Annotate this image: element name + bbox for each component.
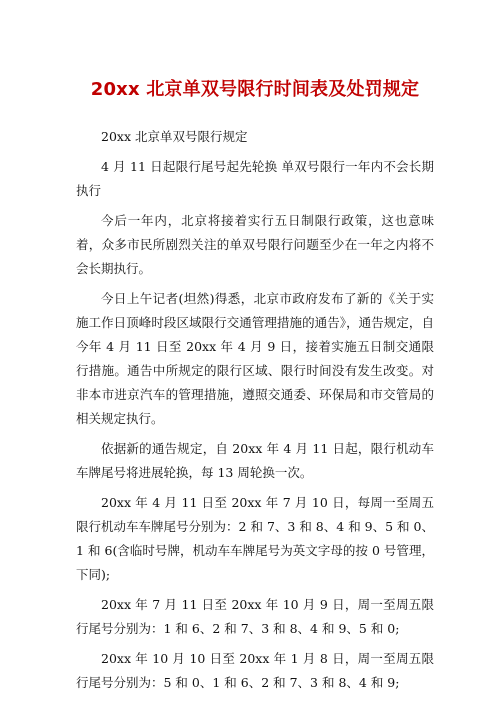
paragraph: 今后一年内，北京将接着实行五日制限行政策，这也意味着，众多市民所剧烈关注的单双号限行问题至少在一年之内将不会长期执行。: [76, 213, 434, 276]
paragraph: 依据新的通告规定，自 20xx 年 4 月 11 日起，限行机动车车牌尾号将进展轮换，每 13 周轮换一次。: [76, 441, 434, 480]
paragraph: 20xx 年 10 月 10 日至 20xx 年 1 月 8 日，周一至周五限行尾号分别为：5 和 0、1 和 6、2 和 7、3 和 8、4 和 9;: [76, 651, 434, 690]
paragraph: 20xx 年 7 月 11 日至 20xx 年 10 月 9 日，周一至周五限行尾号分别为：1 和 6、2 和 7、3 和 8、4 和 9、5 和 0;: [76, 597, 434, 636]
paragraph: 今日上午记者(坦然)得悉，北京市政府发布了新的《关于实施工作日顶峰时段区域限行交通管理措施的通告》，通告规定，自今年 4 月 11 日至 20xx 年 4 月 9 日，接着实施五日制交通限行措施。通告中所规定的限行区域、限行时间没有发生改变。对非本市进京汽车的管理措施，遵照交通委、环保局和市交管局的相关规定执行。: [76, 291, 434, 426]
document-title: 20xx 北京单双号限行时间表及处罚规定: [90, 79, 420, 100]
paragraph: 4 月 11 日起限行尾号起先轮换 单双号限行一年内不会长期执行: [76, 159, 434, 198]
document-body: [76, 125, 434, 695]
paragraph: 20xx 北京单双号限行规定: [101, 129, 248, 144]
paragraph: 20xx 年 4 月 11 日至 20xx 年 7 月 10 日，每周一至周五限行机动车车牌尾号分别为：2 和 7、3 和 8、4 和 9、5 和 0、1 和 6(含临时号牌，机动车车牌尾号为英文字母的按 0 号管理，下同);: [76, 495, 434, 582]
